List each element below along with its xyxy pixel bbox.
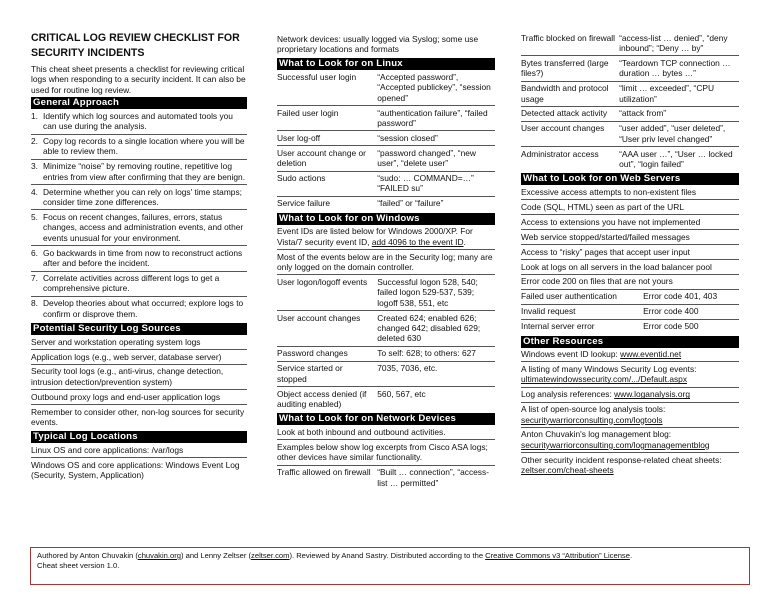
source-item: Remember to consider other, non-log sources for security events.: [31, 406, 245, 428]
table-row: Successful user login “Accepted password”, “Accepted publickey”, “session opened”: [277, 70, 495, 106]
table-row: Failed user authentication Error code 401, 403: [521, 290, 739, 305]
ultimatewindowssecurity-link[interactable]: ultimatewindowssecurity.com/.../Default.aspx: [521, 374, 688, 385]
column-2: [277, 32, 495, 490]
web-item: Look at logs on all servers in the load balancer pool: [521, 260, 739, 275]
table-row: User account changes Created 624; enabled 626; changed 642; disabled 629; deleted 630: [277, 311, 495, 347]
location-item: Linux OS and core applications: /var/logs: [31, 443, 247, 458]
table-row: Traffic allowed on firewall “Built … connection”, “access-list … permitted”: [277, 467, 489, 488]
general-approach-list: [31, 109, 247, 321]
table-row: Internal server error Error code 500: [521, 321, 699, 332]
network-note-examples: Examples below show log excerpts from Cisco ASA logs; other devices have similar functionality.: [277, 440, 495, 465]
logtools-link[interactable]: securitywarriorconsulting.com/logtools: [521, 414, 663, 425]
list-item: 1. Identify which log sources and automated tools you can use during the analysis.: [31, 109, 247, 134]
source-item: Server and workstation operating system logs: [31, 335, 247, 350]
network-note-direction: Look at both inbound and outbound activities.: [277, 425, 495, 440]
location-item: Windows OS and core applications: Windows Event Log (Security, System, Application): [31, 459, 240, 481]
chuvakin-link[interactable]: chuvakin.org: [137, 551, 181, 560]
table-row: Detected attack activity “attack from”: [521, 107, 739, 122]
resource-item: Other security incident response-related cheat sheets: zeltser.com/cheat-sheets: [521, 454, 722, 476]
list-item: 8. Develop theories about what occurred; explore logs to confirm or disprove them.: [31, 298, 244, 319]
web-item: Access to extensions you have not implemented: [521, 215, 739, 230]
table-row: Bytes transferred (large files?) “Teardown TCP connection … duration … bytes …”: [521, 56, 739, 81]
source-item: Security tool logs (e.g., anti-virus, change detection, intrusion detection/prevention system): [31, 365, 247, 390]
web-item: Excessive access attempts to non-existent files: [521, 185, 739, 200]
table-row: User account changes “user added”, “user deleted”, “User priv level changed”: [521, 122, 739, 147]
cheat-sheets-link[interactable]: zeltser.com/cheat-sheets: [521, 465, 614, 476]
section-heading-locations: Typical Log Locations: [31, 431, 247, 443]
table-row: Traffic blocked on firewall “access-list … denied”, “deny inbound”; “Deny … by”: [521, 31, 739, 56]
source-item: Outbound proxy logs and end-user application logs: [31, 390, 247, 405]
event-id-link[interactable]: add 4096 to the event ID: [371, 236, 464, 247]
intro-text: This cheat sheet presents a checklist for reviewing critical logs when responding to a security incident. It can also be used for routine log review.: [31, 64, 246, 95]
list-item: 7. Correlate activities across different logs to get a comprehensive picture.: [31, 272, 247, 297]
column-3: [521, 31, 739, 478]
web-item: Error code 200 on files that are not yours: [521, 275, 739, 290]
resource-item: A listing of many Windows Security Log events: ultimatewindowssecurity.com/.../Default.aspx: [521, 362, 739, 387]
section-heading-linux: What to Look for on Linux: [277, 58, 495, 70]
table-row: User account change or deletion “password changed”, “new user”, “delete user”: [277, 146, 495, 171]
footer-version: Cheat sheet version 1.0.: [37, 561, 120, 570]
list-item: 4. Determine whether you can rely on logs' time stamps; consider time zone differences.: [31, 185, 247, 210]
license-link[interactable]: Creative Commons v3 “Attribution” License: [485, 551, 630, 560]
web-item: Web service stopped/started/failed messages: [521, 230, 739, 245]
eventid-link[interactable]: www.eventid.net: [620, 349, 682, 360]
section-heading-windows: What to Look for on Windows: [277, 213, 495, 225]
zeltser-link[interactable]: zeltser.com: [251, 551, 290, 560]
table-row: Service failure “failed” or “failure”: [277, 198, 444, 209]
section-heading-sources: Potential Security Log Sources: [31, 323, 247, 335]
section-heading-web: What to Look for on Web Servers: [521, 173, 739, 185]
table-row: Failed user login “authentication failure”, “failed password”: [277, 106, 495, 131]
table-row: Bandwidth and protocol usage “limit … exceeded”, “CPU utilization”: [521, 82, 739, 107]
resource-item: Anton Chuvakin's log management blog: securitywarriorconsulting.com/logmanagementblog: [521, 428, 739, 453]
section-heading-network: What to Look for on Network Devices: [277, 413, 495, 425]
resource-item: Log analysis references: www.loganalysis.org: [521, 388, 739, 403]
table-row: Password changes To self: 628; to others: 627: [277, 347, 495, 362]
table-row: Invalid request Error code 400: [521, 305, 739, 320]
windows-note-security-log: Most of the events below are in the Security log; many are only logged on the domain controller.: [277, 250, 495, 275]
resource-item: Windows event ID lookup: www.eventid.net: [521, 348, 739, 363]
list-item: 6. Go backwards in time from now to reconstruct actions after and before the incident.: [31, 246, 247, 271]
table-row: Sudo actions “sudo: … COMMAND=…” “FAILED su”: [277, 172, 495, 197]
table-row: Object access denied (if auditing enabled) 560, 567, etc: [277, 388, 426, 409]
network-devices-location: Network devices: usually logged via Syslog; some use proprietary locations and formats: [277, 33, 479, 54]
list-item: 2. Copy log records to a single location where you will be able to review them.: [31, 135, 247, 160]
list-item: 3. Minimize “noise” by removing routine, repetitive log entries from view after confirming that they are benign.: [31, 160, 247, 185]
source-item: Application logs (e.g., web server, database server): [31, 350, 247, 365]
windows-note-event-ids: Event IDs are listed below for Windows 2000/XP. For Vista/7 security event ID, add 4096 to the event ID.: [277, 225, 495, 250]
resource-item: A list of open-source log analysis tools: securitywarriorconsulting.com/logtools: [521, 403, 739, 428]
web-item: Code (SQL, HTML) seen as part of the URL: [521, 200, 739, 215]
page-title: CRITICAL LOG REVIEW CHECKLIST FOR SECURITY INCIDENTS: [31, 32, 240, 59]
loganalysis-link[interactable]: www.loganalysis.org: [614, 389, 690, 400]
footer-authors: Authored by Anton Chuvakin (chuvakin.org) and Lenny Zeltser (zeltser.com). Reviewed by Anand Sastry. Distributed according to the Creative Commons v3 “Attribution” License.: [37, 551, 633, 560]
table-row: Service started or stopped 7035, 7036, etc.: [277, 362, 495, 387]
logmanagementblog-link[interactable]: securitywarriorconsulting.com/logmanagementblog: [521, 439, 710, 450]
list-item: 5. Focus on recent changes, failures, errors, status changes, access and administration events, and other events unusual for your environment.: [31, 210, 247, 246]
table-row: Administrator access “AAA user …”, “User … locked out”, “login failed”: [521, 148, 733, 170]
column-1: [31, 31, 247, 483]
section-heading-resources: Other Resources: [521, 336, 739, 348]
section-heading-general: General Approach: [31, 97, 247, 109]
footer-credits: [30, 547, 750, 585]
table-row: User log-off “session closed”: [277, 131, 495, 146]
table-row: User logon/logoff events Successful logon 528, 540; failed logon 529-537, 539; logoff 538, 551, etc: [277, 275, 495, 311]
web-item: Access to “risky” pages that accept user input: [521, 245, 739, 260]
